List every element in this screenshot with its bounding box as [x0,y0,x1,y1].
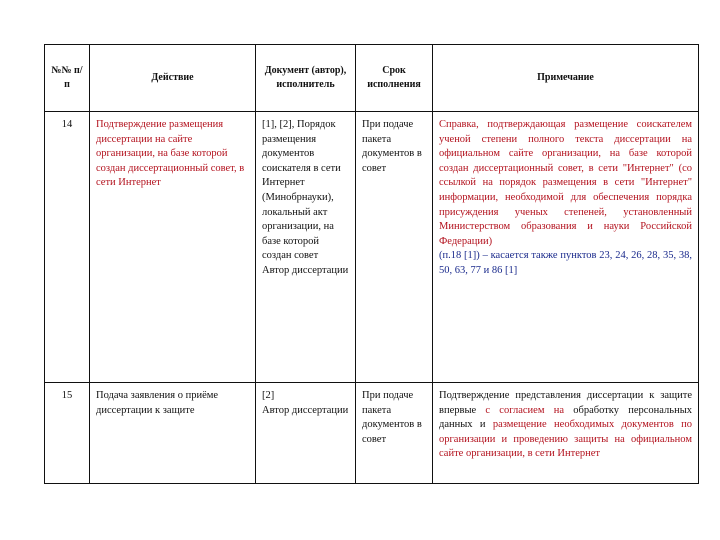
row-deadline: При подаче пакета документов в совет [356,383,433,484]
dissertation-steps-table [44,44,699,484]
row-note [433,383,699,484]
row-document [256,112,356,383]
note-part: обработку персональных данных и [439,404,692,431]
document-author: Автор диссертации [262,404,349,416]
note-text: Справка, подтверждающая размещение соискателем ученой степени полного текста диссертации на официальном сайте организации, на базе которой создан диссертационный совет, в сети "Интернет" (со ссылкой на порядок размещения в сети "Интернет" информации, необходимой для обеспечения порядка присуждения ученых степеней, установленный Министерством образования и науки Российской Федерации) [439,119,692,247]
row-document [256,383,356,484]
row-num: 14 [45,112,90,383]
note-part-highlight: размещение необходимых документов по организации и проведению защиты на официальном сайте организации, в сети Интернет [439,419,692,460]
header-document: Документ (автор), исполнитель [256,45,356,112]
header-note: Примечание [433,45,699,112]
header-num: №№ п/п [45,45,90,112]
table-row [45,383,699,484]
document-refs: [1], [2], Порядок размещения документов соискателя в сети Интернет (Минобрнауки), локальный акт организации, на базе которой создан совет [262,119,341,262]
document-author: Автор диссертации [262,264,349,276]
header-action: Действие [90,45,256,112]
row-deadline: При подаче пакета документов в совет [356,112,433,383]
row-action: Подтверждение размещения диссертации на сайте организации, на базе которой создан диссертационный совет, в сети Интернет [90,112,256,383]
note-reference: (п.18 [1]) – касается также пунктов 23, 24, 26, 28, 35, 38, 50, 63, 77 и 86 [1] [439,250,692,276]
table-header-row [45,45,699,112]
note-part-highlight: с согласием на [485,404,564,416]
note-part: Подтверждение представления диссертации к защите впервые [439,390,692,416]
row-action: Подача заявления о приёме диссертации к защите [90,383,256,484]
header-deadline: Срок исполнения [356,45,433,112]
document-refs: [2] [262,390,275,401]
row-num: 15 [45,383,90,484]
row-note [433,112,699,383]
table-row [45,112,699,383]
